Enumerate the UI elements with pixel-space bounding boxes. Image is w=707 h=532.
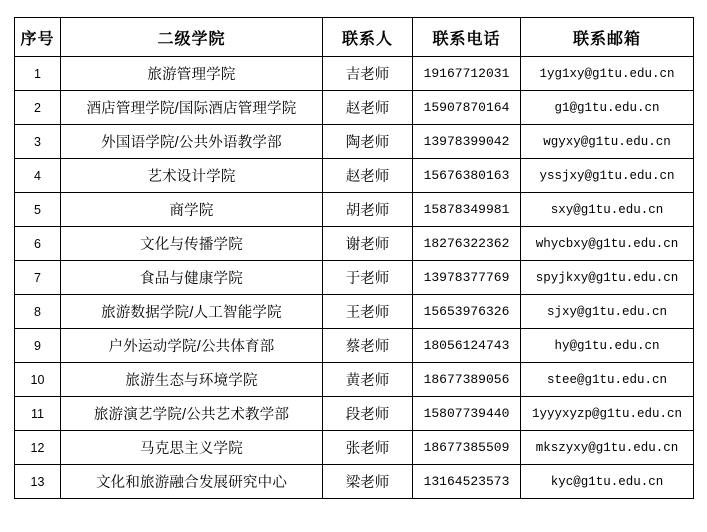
table-row (15, 261, 694, 295)
cell-contact-person: 段老师 (323, 397, 413, 431)
cell-index: 4 (15, 159, 61, 193)
table-row (15, 227, 694, 261)
table-row (15, 159, 694, 193)
cell-index: 1 (15, 57, 61, 91)
table-row (15, 193, 694, 227)
cell-email: stee@g1tu.edu.cn (521, 363, 694, 397)
cell-email: wgyxy@g1tu.edu.cn (521, 125, 694, 159)
table-row (15, 57, 694, 91)
column-header-college: 二级学院 (61, 18, 323, 57)
cell-college: 旅游数据学院/人工智能学院 (61, 295, 323, 329)
table-row (15, 465, 694, 499)
table-row (15, 295, 694, 329)
cell-phone: 18056124743 (413, 329, 521, 363)
cell-college: 艺术设计学院 (61, 159, 323, 193)
cell-phone: 13978399042 (413, 125, 521, 159)
table-row (15, 397, 694, 431)
column-header-index: 序号 (15, 18, 61, 57)
cell-phone: 18677385509 (413, 431, 521, 465)
cell-email: sxy@g1tu.edu.cn (521, 193, 694, 227)
cell-phone: 15807739440 (413, 397, 521, 431)
cell-phone: 18677389056 (413, 363, 521, 397)
cell-index: 5 (15, 193, 61, 227)
cell-index: 7 (15, 261, 61, 295)
cell-phone: 13164523573 (413, 465, 521, 499)
cell-contact-person: 胡老师 (323, 193, 413, 227)
cell-index: 11 (15, 397, 61, 431)
cell-phone: 19167712031 (413, 57, 521, 91)
cell-college: 外国语学院/公共外语教学部 (61, 125, 323, 159)
cell-index: 10 (15, 363, 61, 397)
cell-college: 酒店管理学院/国际酒店管理学院 (61, 91, 323, 125)
table-row (15, 91, 694, 125)
cell-email: g1@g1tu.edu.cn (521, 91, 694, 125)
cell-email: mkszyxy@g1tu.edu.cn (521, 431, 694, 465)
cell-index: 2 (15, 91, 61, 125)
cell-email: 1yyyxyzp@g1tu.edu.cn (521, 397, 694, 431)
cell-contact-person: 谢老师 (323, 227, 413, 261)
cell-contact-person: 陶老师 (323, 125, 413, 159)
table-row (15, 363, 694, 397)
cell-phone: 15907870164 (413, 91, 521, 125)
cell-contact-person: 王老师 (323, 295, 413, 329)
cell-index: 12 (15, 431, 61, 465)
column-header-contact-person: 联系人 (323, 18, 413, 57)
cell-contact-person: 黄老师 (323, 363, 413, 397)
table-header (15, 18, 694, 57)
table-row (15, 125, 694, 159)
cell-index: 3 (15, 125, 61, 159)
cell-email: spyjkxy@g1tu.edu.cn (521, 261, 694, 295)
table-row (15, 431, 694, 465)
cell-contact-person: 蔡老师 (323, 329, 413, 363)
cell-email: kyc@g1tu.edu.cn (521, 465, 694, 499)
cell-phone: 18276322362 (413, 227, 521, 261)
cell-email: yssjxy@g1tu.edu.cn (521, 159, 694, 193)
cell-index: 6 (15, 227, 61, 261)
contact-table (14, 17, 694, 499)
cell-phone: 15676380163 (413, 159, 521, 193)
cell-college: 食品与健康学院 (61, 261, 323, 295)
cell-contact-person: 吉老师 (323, 57, 413, 91)
cell-college: 文化与传播学院 (61, 227, 323, 261)
cell-email: hy@g1tu.edu.cn (521, 329, 694, 363)
cell-college: 旅游管理学院 (61, 57, 323, 91)
cell-phone: 15653976326 (413, 295, 521, 329)
cell-phone: 15878349981 (413, 193, 521, 227)
cell-email: sjxy@g1tu.edu.cn (521, 295, 694, 329)
cell-email: whycbxy@g1tu.edu.cn (521, 227, 694, 261)
cell-contact-person: 梁老师 (323, 465, 413, 499)
table-row (15, 329, 694, 363)
column-header-email: 联系邮箱 (521, 18, 694, 57)
cell-college: 户外运动学院/公共体育部 (61, 329, 323, 363)
table-header-row (15, 18, 694, 57)
cell-phone: 13978377769 (413, 261, 521, 295)
cell-contact-person: 赵老师 (323, 91, 413, 125)
cell-college: 旅游生态与环境学院 (61, 363, 323, 397)
cell-index: 9 (15, 329, 61, 363)
cell-college: 商学院 (61, 193, 323, 227)
cell-contact-person: 赵老师 (323, 159, 413, 193)
cell-contact-person: 张老师 (323, 431, 413, 465)
cell-contact-person: 于老师 (323, 261, 413, 295)
column-header-phone: 联系电话 (413, 18, 521, 57)
cell-college: 文化和旅游融合发展研究中心 (61, 465, 323, 499)
cell-index: 13 (15, 465, 61, 499)
cell-college: 马克思主义学院 (61, 431, 323, 465)
cell-email: 1yg1xy@g1tu.edu.cn (521, 57, 694, 91)
cell-college: 旅游演艺学院/公共艺术教学部 (61, 397, 323, 431)
cell-index: 8 (15, 295, 61, 329)
table-body (15, 57, 694, 499)
